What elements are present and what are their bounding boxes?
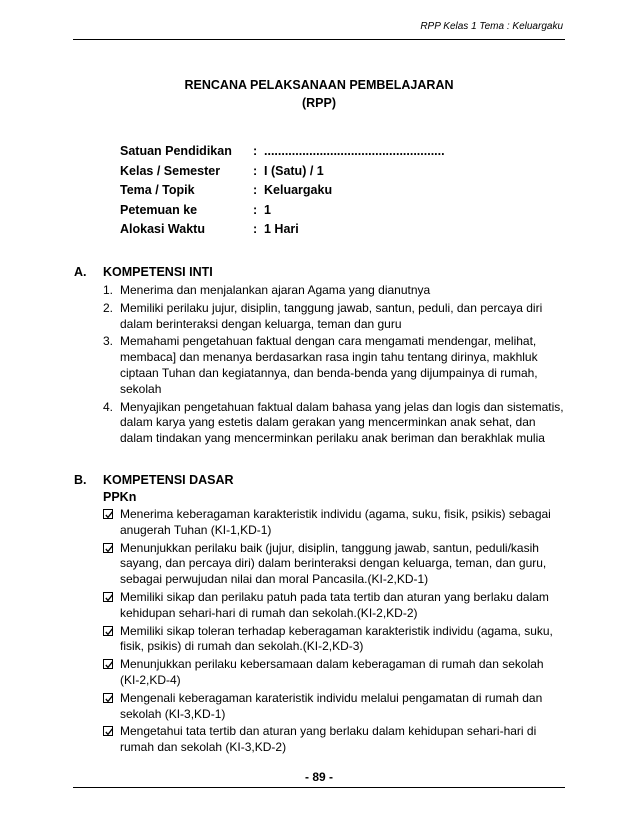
item-text: Mengetahui tata tertib dan aturan yang berlaku dalam kehidupan sehari-hari di rumah dan sekolah (KI-3,KD-2) <box>120 724 537 755</box>
item-text: Mengenali keberagaman karateristik individu melalui pengamatan di rumah dan sekolah (KI-3,KD-1) <box>120 690 543 721</box>
checkbox-checked-icon <box>103 693 113 703</box>
subject-heading: PPKn <box>103 490 137 504</box>
item-text: Memahami pengetahuan faktual dengan cara mengamati mendengar, melihat, membaca] dan menanya berdasarkan rasa ingin tahu tentang dirinya, makhluk ciptaan Tuhan dan kegiatannya, dan benda-benda yang dijumpainya di rumah, sekolah <box>120 334 538 396</box>
item-number: 3. <box>103 334 114 349</box>
footer-divider <box>73 787 565 788</box>
item-text: Memiliki sikap toleran terhadap keberagaman karakteristik individu (agama, suku, fisik, psikis) di rumah dan sekolah.(KI-2,KD-3) <box>120 623 553 654</box>
info-value: .................................................... <box>264 144 445 158</box>
info-value: 1 Hari <box>264 222 299 236</box>
list-item <box>103 657 565 689</box>
item-number: 2. <box>103 300 114 315</box>
kompetensi-inti-list <box>103 283 565 449</box>
list-item <box>103 624 565 656</box>
info-colon: : <box>253 163 258 178</box>
checkbox-checked-icon <box>103 626 113 636</box>
list-item <box>103 590 565 622</box>
checkbox-checked-icon <box>103 659 113 669</box>
info-label: Tema / Topik <box>120 183 195 197</box>
info-label: Petemuan ke <box>120 202 198 217</box>
list-item <box>103 400 565 447</box>
info-colon: : <box>253 222 258 236</box>
list-item <box>103 334 565 397</box>
item-number: 1. <box>103 283 114 297</box>
item-text: Memiliki perilaku jujur, disiplin, tanggung jawab, santun, peduli, dan percaya diri dalam berinteraksi dengan keluarga, teman dan guru <box>120 300 543 331</box>
document-subtitle: (RPP) <box>301 96 337 110</box>
list-item <box>103 507 565 539</box>
list-item <box>103 691 565 723</box>
list-item <box>103 541 565 588</box>
info-label: Kelas / Semester <box>120 163 221 178</box>
item-text: Menerima keberagaman karakteristik individu (agama, suku, fisik, psikis) sebagai anugerah Tuhan (KI-1,KD-1) <box>120 507 551 537</box>
checkbox-checked-icon <box>103 592 113 602</box>
item-text: Menunjukkan perilaku baik (jujur, disiplin, tanggung jawab, santun, peduli/kasih sayang, dan percaya diri) dalam berinteraksi dengan keluarga, teman, dan guru, sebagai perwujudan nilai dan moral Pancasila.(KI-2,KD-1) <box>120 540 547 587</box>
checkbox-checked-icon <box>103 543 113 553</box>
running-header: RPP Kelas 1 Tema : Keluargaku <box>420 21 563 32</box>
header-divider <box>73 39 565 40</box>
item-text: Memiliki sikap dan perilaku patuh pada tata tertib dan aturan yang berlaku dalam kehidupan sehari-hari di rumah dan sekolah.(KI-2,KD-2) <box>120 589 549 620</box>
checkbox-checked-icon <box>103 726 113 736</box>
info-label: Alokasi Waktu <box>120 222 205 236</box>
info-value: Keluargaku <box>264 183 333 197</box>
info-value: I (Satu) / 1 <box>264 163 324 178</box>
info-colon: : <box>253 202 258 217</box>
item-number: 4. <box>103 399 114 414</box>
item-text: Menunjukkan perilaku kebersamaan dalam keberagaman di rumah dan sekolah (KI-2,KD-4) <box>120 657 544 687</box>
page-number: - 89 - <box>304 770 333 784</box>
section-a-title: KOMPETENSI INTI <box>103 265 213 279</box>
document-title: RENCANA PELAKSANAAN PEMBELAJARAN <box>184 78 454 92</box>
section-a-letter: A. <box>74 265 87 279</box>
item-text: Menyajikan pengetahuan faktual dalam bahasa yang jelas dan logis dan sistematis, dalam karya yang estetis dalam gerakan yang mencerminkan anak sehat, dan dalam tindakan yang mencerminkan perilaku anak beriman dan berakhlak mulia <box>120 399 564 446</box>
info-colon: : <box>253 183 258 197</box>
section-b-title: KOMPETENSI DASAR <box>103 473 234 487</box>
info-label: Satuan Pendidikan <box>120 144 232 158</box>
list-item <box>103 283 565 299</box>
list-item <box>103 301 565 333</box>
info-value: 1 <box>264 202 271 217</box>
info-colon: : <box>253 144 258 158</box>
section-b-letter: B. <box>74 473 87 487</box>
checkbox-checked-icon <box>103 509 113 519</box>
kompetensi-dasar-list <box>103 507 565 758</box>
item-text: Menerima dan menjalankan ajaran Agama yang dianutnya <box>120 283 431 297</box>
list-item <box>103 724 565 756</box>
